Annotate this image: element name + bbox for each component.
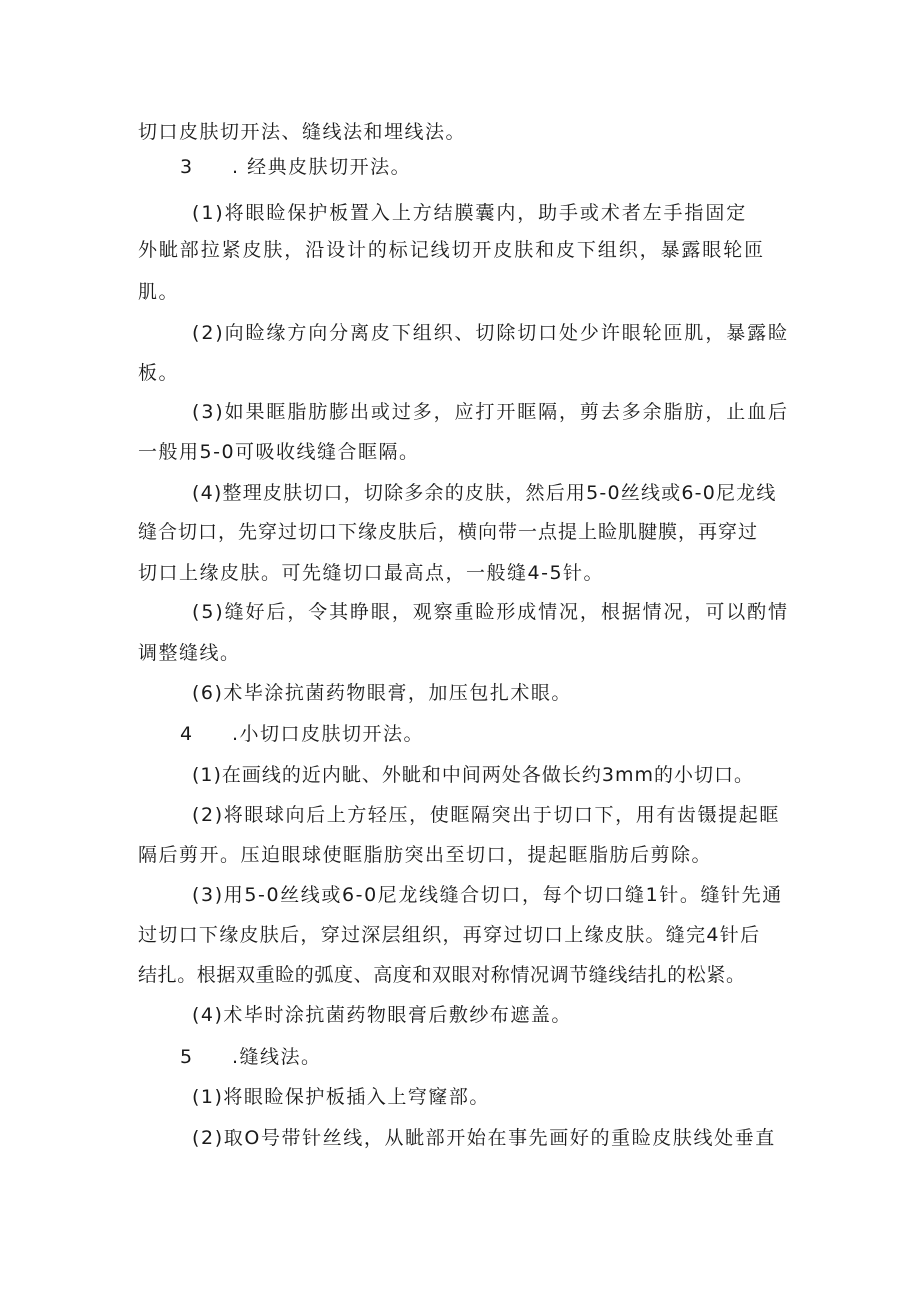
s3-step4-line2: 缝合切口，先穿过切口下缘皮肤后，横向带一点提上睑肌腱膜，再穿过 (138, 521, 759, 543)
s3-step1-line1: (1)将眼睑保护板置入上方结膜囊内，助手或术者左手指固定 (192, 202, 748, 224)
s4-step3-line1: (3)用5-0丝线或6-0尼龙线缝合切口，每个切口缝1针。缝针先通 (192, 884, 783, 906)
s3-step5-line2: 调整缝线。 (138, 642, 241, 664)
section-3-number: 3 (180, 156, 193, 178)
s3-step5-line1: (5)缝好后，令其睁眼，观察重睑形成情况，根据情况，可以酌情 (192, 601, 789, 623)
s3-step3-line1: (3)如果眶脂肪膨出或过多，应打开眶隔，剪去多余脂肪，止血后 (192, 401, 789, 423)
s3-step2-line1: (2)向睑缘方向分离皮下组织、切除切口处少许眼轮匝肌，暴露睑 (192, 322, 789, 344)
s3-step3-line2: 一般用5-0可吸收线缝合眶隔。 (138, 441, 420, 463)
s3-step2-line2: 板。 (138, 362, 180, 384)
s4-step3-line2: 过切口下缘皮肤后，穿过深层组织，再穿过切口上缘皮肤。缝完4针后 (138, 924, 761, 946)
s3-step1-line3: 肌。 (138, 281, 180, 303)
s5-step1-line1: (1)将眼睑保护板插入上穹窿部。 (192, 1086, 490, 1108)
s4-step1-line1: (1)在画线的近内眦、外眦和中间两处各做长约3mm的小切口。 (192, 764, 755, 786)
s3-step6-line1: (6)术毕涂抗菌药物眼膏，加压包扎术眼。 (192, 682, 572, 704)
intro-line: 切口皮肤切开法、缝线法和埋线法。 (138, 121, 467, 143)
s4-step2-line1: (2)将眼球向后上方轻压，使眶隔突出于切口下，用有齿镊提起眶 (192, 804, 780, 826)
s4-step4-line1: (4)术毕时涂抗菌药物眼膏后敷纱布遮盖。 (192, 1004, 572, 1026)
section-5-title: .缝线法。 (232, 1046, 322, 1068)
s4-step2-line2: 隔后剪开。压迫眼球使眶脂肪突出至切口，提起眶脂肪后剪除。 (138, 844, 713, 866)
s4-step3-line3: 结扎。根据双重睑的弧度、高度和双眼对称情况调节缝线结扎的松紧。 (138, 964, 746, 986)
section-3-title: . 经典皮肤切开法。 (232, 156, 412, 178)
s3-step4-line3: 切口上缘皮肤。可先缝切口最高点，一般缝4-5针。 (138, 562, 605, 584)
s3-step1-line2: 外眦部拉紧皮肤，沿设计的标记线切开皮肤和皮下组织，暴露眼轮匝 (138, 239, 766, 261)
section-4-title: .小切口皮肤切开法。 (232, 723, 425, 745)
section-4-number: 4 (180, 723, 193, 745)
s3-step4-line1: (4)整理皮肤切口，切除多余的皮肤，然后用5-0丝线或6-0尼龙线 (192, 482, 777, 504)
s5-step2-line1: (2)取O号带针丝线，从眦部开始在事先画好的重睑皮肤线处垂直 (192, 1127, 776, 1149)
section-5-number: 5 (180, 1046, 193, 1068)
